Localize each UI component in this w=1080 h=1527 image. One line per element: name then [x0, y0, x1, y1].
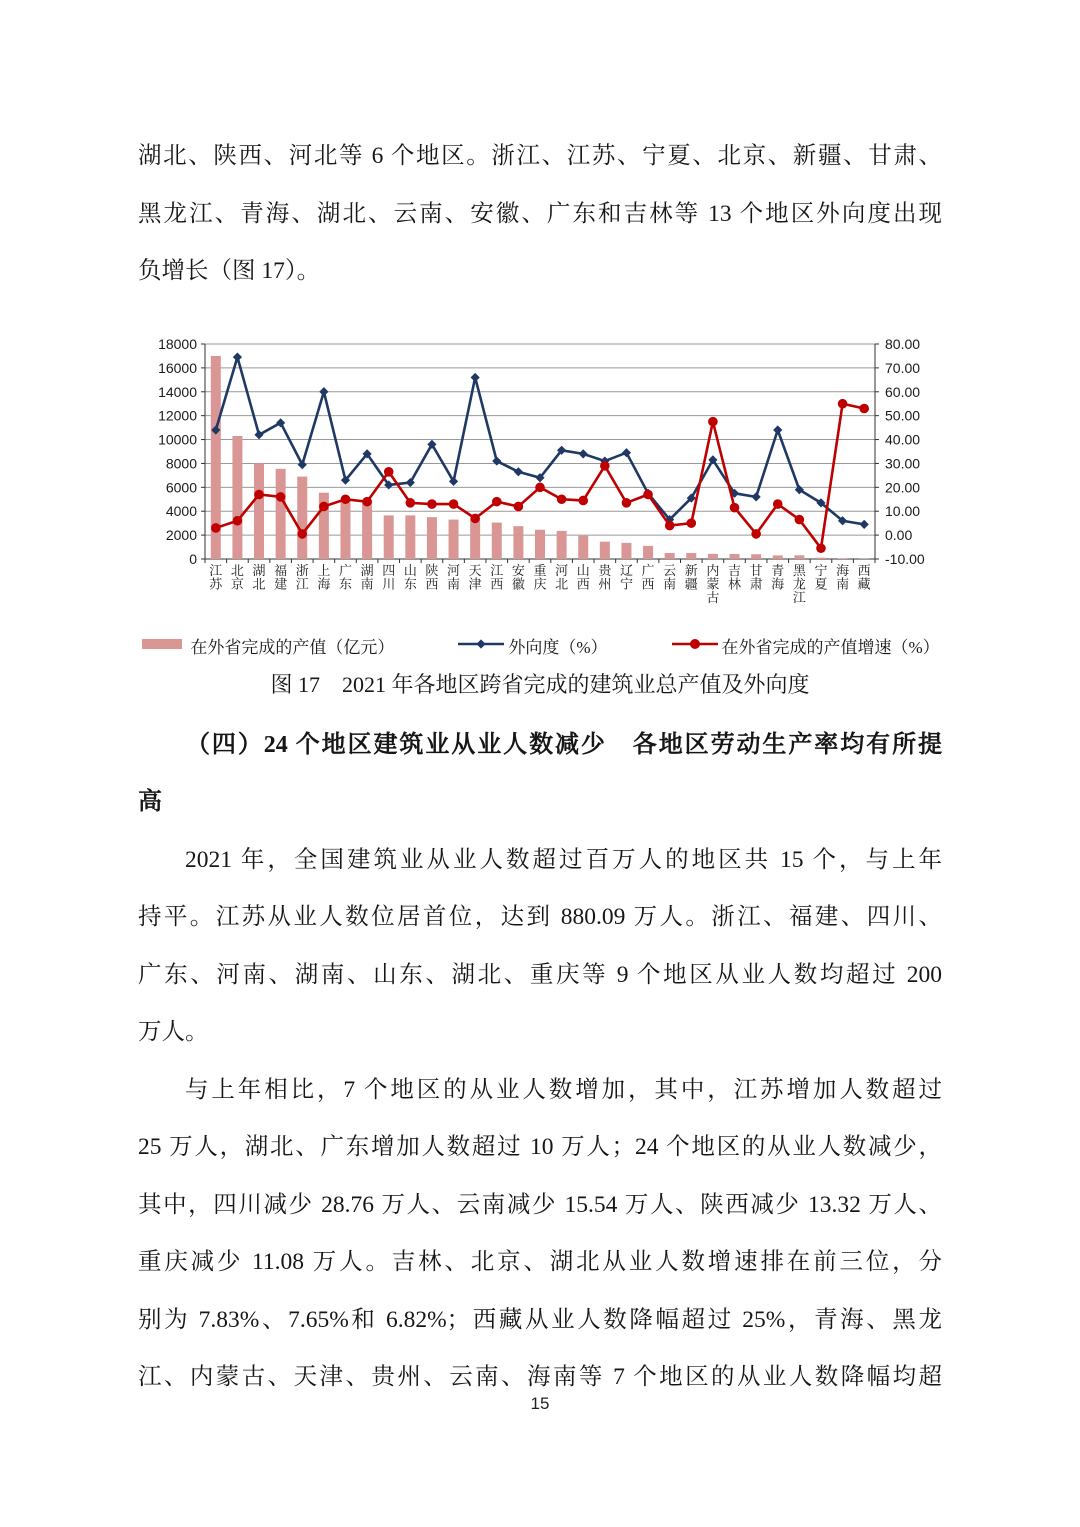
svg-text:海南: 海南: [836, 562, 850, 591]
svg-text:广西: 广西: [641, 562, 655, 591]
heading-line-2: 高: [138, 789, 162, 815]
svg-text:14000: 14000: [158, 383, 197, 400]
svg-text:6000: 6000: [165, 478, 197, 495]
svg-text:陕西: 陕西: [425, 562, 439, 591]
svg-text:10000: 10000: [158, 431, 197, 448]
svg-text:福建: 福建: [274, 562, 288, 591]
intro-line-2: 黑龙江、青海、湖北、云南、安徽、广东和吉林等 13 个地区外向度出现: [138, 200, 942, 227]
legend-item-bar: [140, 633, 394, 658]
svg-text:甘肃: 甘肃: [749, 562, 763, 591]
intro-line-3: 负增长（图 17）。: [138, 258, 321, 284]
svg-text:4000: 4000: [165, 502, 197, 519]
svg-text:0.00: 0.00: [885, 526, 913, 543]
svg-text:内蒙古: 内蒙古: [706, 562, 720, 605]
figure-17: [138, 333, 942, 705]
svg-text:广东: 广东: [338, 562, 352, 591]
svg-text:湖南: 湖南: [360, 562, 374, 591]
svg-text:10.00: 10.00: [885, 502, 921, 519]
svg-text:吉林: 吉林: [728, 562, 742, 591]
section-heading: [138, 717, 942, 832]
para-a-line-2: 持平。江苏从业人数位居首位，达到 880.09 万人。浙江、福建、四川、: [138, 904, 942, 930]
legend-label-bar: 在外省完成的产值（亿元）: [190, 638, 395, 657]
legend-label-blue-line: 外向度（%）: [508, 638, 608, 657]
legend-label-red-line: 在外省完成的产值增速（%）: [721, 638, 940, 657]
svg-text:0: 0: [189, 550, 197, 567]
legend-item-red-line: [672, 633, 940, 658]
svg-text:浙江: 浙江: [295, 562, 309, 591]
intro-line-1: 湖北、陕西、河北等 6 个地区。浙江、江苏、宁夏、北京、新疆、甘肃、: [138, 143, 942, 169]
page-number: 15: [530, 1394, 550, 1413]
svg-text:北京: 北京: [230, 562, 244, 591]
svg-text:8000: 8000: [165, 454, 197, 471]
svg-text:江西: 江西: [490, 562, 504, 591]
svg-text:西藏: 西藏: [857, 562, 871, 591]
para-a-line-1: 2021 年，全国建筑业从业人数超过百万人的地区共 15 个，与上年: [185, 846, 942, 873]
svg-text:山西: 山西: [576, 562, 590, 591]
svg-text:18000: 18000: [158, 335, 197, 352]
svg-text:50.00: 50.00: [885, 407, 921, 424]
body-paragraph-2: [138, 1062, 942, 1407]
svg-text:新疆: 新疆: [684, 562, 698, 591]
heading-line-1: （四）24 个地区建筑业从业人数减少 各地区劳动生产率均有所提: [186, 731, 942, 758]
svg-text:重庆: 重庆: [533, 562, 547, 591]
svg-text:16000: 16000: [158, 359, 197, 376]
para-b-line-1: 与上年相比，7 个地区的从业人数增加，其中，江苏增加人数超过: [185, 1076, 942, 1103]
para-b-line-4: 重庆减少 11.08 万人。吉林、北京、湖北从业人数增速排在前三位，分: [138, 1249, 942, 1275]
para-b-line-5: 别为 7.83%、7.65%和 6.82%；西藏从业人数降幅超过 25%，青海、黑龙: [138, 1306, 942, 1333]
svg-text:2000: 2000: [165, 526, 197, 543]
svg-text:宁夏: 宁夏: [814, 562, 828, 591]
svg-text:河北: 河北: [555, 562, 569, 591]
svg-text:20.00: 20.00: [885, 478, 921, 495]
svg-text:天津: 天津: [468, 562, 482, 591]
svg-text:30.00: 30.00: [885, 454, 921, 471]
svg-text:河南: 河南: [447, 562, 461, 591]
svg-text:-10.00: -10.00: [885, 550, 925, 567]
svg-text:60.00: 60.00: [885, 383, 921, 400]
para-a-line-4: 万人。: [138, 1019, 209, 1045]
svg-text:贵州: 贵州: [598, 562, 612, 591]
svg-text:江苏: 江苏: [209, 562, 223, 591]
svg-text:青海: 青海: [771, 562, 785, 591]
svg-text:黑龙江: 黑龙江: [792, 562, 806, 605]
para-b-line-2: 25 万人，湖北、广东增加人数超过 10 万人；24 个地区的从业人数减少，: [138, 1134, 942, 1160]
para-b-line-6: 江、内蒙古、天津、贵州、云南、海南等 7 个地区的从业人数降幅均超: [138, 1364, 942, 1390]
body-paragraph-1: [138, 832, 942, 1062]
svg-text:云南: 云南: [663, 562, 677, 591]
legend-item-blue-line: [458, 633, 607, 658]
chart-legend: [138, 633, 942, 659]
svg-text:四川: 四川: [382, 562, 396, 591]
circle-line-icon: [672, 636, 718, 656]
svg-text:40.00: 40.00: [885, 431, 921, 448]
svg-text:辽宁: 辽宁: [619, 562, 633, 591]
svg-text:山东: 山东: [403, 562, 417, 591]
para-b-line-3: 其中，四川减少 28.76 万人、云南减少 15.54 万人、陕西减少 13.32 万人、: [138, 1191, 942, 1218]
bar-swatch-icon: [140, 636, 186, 656]
svg-text:湖北: 湖北: [252, 562, 266, 591]
combo-chart: [138, 333, 942, 633]
intro-paragraph: [138, 128, 942, 301]
diamond-line-icon: [458, 636, 504, 656]
svg-text:安徽: 安徽: [511, 562, 525, 591]
svg-text:上海: 上海: [317, 562, 331, 591]
para-a-line-3: 广东、河南、湖南、山东、湖北、重庆等 9 个地区从业人数均超过 200: [138, 961, 942, 988]
svg-text:80.00: 80.00: [885, 335, 921, 352]
svg-text:12000: 12000: [158, 407, 197, 424]
figure-caption: 图 17 2021 年各地区跨省完成的建筑业总产值及外向度: [270, 671, 810, 697]
svg-text:70.00: 70.00: [885, 359, 921, 376]
